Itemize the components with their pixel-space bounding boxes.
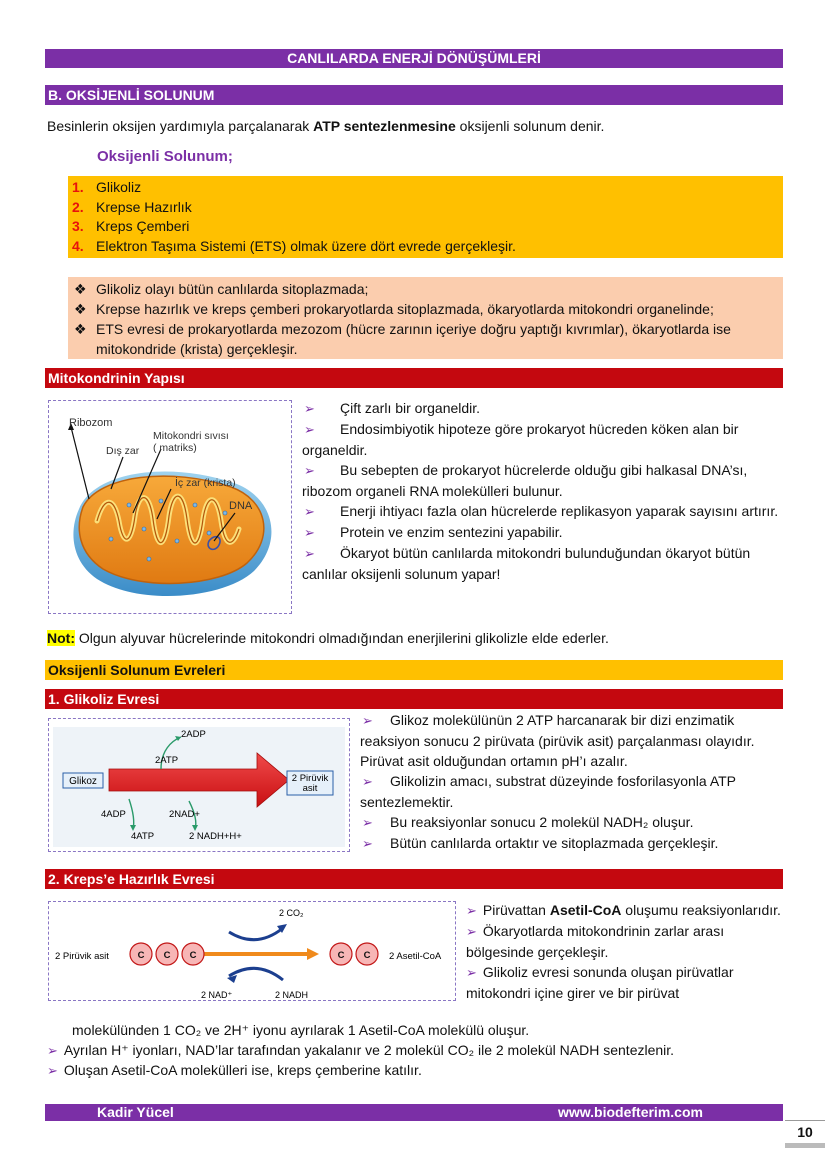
section-title-glikoliz: 1. Glikoliz Evresi: [45, 689, 783, 709]
intro-bold: ATP sentezlenmesine: [313, 118, 456, 134]
note-label: Not:: [47, 630, 75, 646]
glikoliz-illustration: [49, 719, 349, 851]
list-number: 1.: [72, 179, 84, 195]
list-text: Ökaryot bütün canlılarda mitokondri bulunduğundan ökaryot bütün canlılar oksijenli solunum yapar!: [302, 545, 751, 582]
list-text: Bu sebepten de prokaryot hücrelerde olduğu gibi halkasal DNA’sı, ribozom organeli RNA molekülleri bulunur.: [302, 462, 748, 499]
list-number: 3.: [72, 218, 84, 234]
label-2-nad: 2 NAD⁺: [201, 990, 233, 1000]
label-ic-zar: İç zar (krista): [175, 477, 236, 489]
label-2nad: 2NAD+: [169, 809, 200, 820]
label-4atp: 4ATP: [131, 831, 155, 842]
diamond-bullet-icon: ❖: [74, 301, 87, 317]
arrow-bullet-icon: ➢: [362, 713, 373, 728]
arrow-bullet-icon: ➢: [466, 965, 477, 980]
arrow-bullet-icon: ➢: [47, 1043, 58, 1058]
diamond-bullet-icon: ❖: [74, 321, 87, 337]
list-text: Elektron Taşıma Sistemi (ETS) olmak üzere dört evrede gerçekleşir.: [96, 237, 516, 254]
list-text: Krepse hazırlık ve kreps çemberi prokaryotlarda sitoplazmada, ökaryotlarda mitokondri organelinde;: [96, 301, 714, 317]
section-title-oksijenli-solunum: B. OKSİJENLİ SOLUNUM: [45, 85, 783, 105]
list-item: [302, 419, 780, 460]
list-item: [74, 279, 777, 299]
kreps-facts-side: [466, 900, 784, 1003]
list-item: [74, 299, 777, 319]
label-2adp: 2ADP: [181, 729, 206, 740]
list-item: [302, 543, 780, 584]
list-item: [72, 217, 779, 237]
intro-text-end: oksijenli solunum denir.: [455, 118, 605, 134]
carbon-atom: C: [163, 950, 171, 961]
label-4adp: 4ADP: [101, 809, 126, 820]
mitochondria-illustration: [49, 401, 291, 613]
list-text: Enerji ihtiyacı fazla olan hücrelerde replikasyon yaparak sayısını artırır.: [340, 503, 779, 519]
label-matriks-2: ( matriks): [153, 442, 197, 454]
glikoliz-diagram: [48, 718, 350, 852]
carbon-atom: C: [137, 950, 145, 961]
list-item: [47, 1060, 787, 1081]
arrow-bullet-icon: ➢: [304, 422, 315, 437]
list-item: [466, 900, 784, 921]
kreps-illustration: [49, 902, 455, 1000]
list-text: Ayrılan H⁺ iyonları, NAD’lar tarafından yakalanır ve 2 molekül CO₂ ile 2 molekül NADH sentezlenir.: [63, 1042, 675, 1058]
arrow-bullet-icon: ➢: [362, 815, 373, 830]
list-bold: Asetil-CoA: [549, 902, 622, 918]
glikoliz-facts: [360, 710, 780, 854]
list-text: Krepse Hazırlık: [96, 198, 192, 215]
section-title-mitokondri: Mitokondrinin Yapısı: [45, 368, 783, 388]
arrow-bullet-icon: ➢: [304, 525, 315, 540]
carbon-atom: C: [189, 950, 197, 961]
page-number: 10: [797, 1124, 813, 1140]
list-text: Glikoliz olayı bütün canlılarda sitoplazmada;: [96, 281, 369, 297]
list-number: 4.: [72, 237, 84, 254]
arrow-bullet-icon: ➢: [362, 774, 373, 789]
section-title-kreps-hazirlik: 2. Kreps’e Hazırlık Evresi: [45, 869, 783, 889]
list-text: Bu reaksiyonlar sonucu 2 molekül NADH₂ oluşur.: [390, 814, 694, 830]
footer-site: www.biodefterim.com: [558, 1104, 703, 1120]
mitochondria-figure: [48, 400, 292, 614]
note-paragraph: [47, 628, 787, 648]
list-text: Glikoliz: [96, 179, 142, 195]
page-number-box: [785, 1120, 825, 1148]
list-item: [72, 178, 779, 198]
list-item: [302, 522, 780, 543]
list-item: [72, 198, 779, 218]
list-item: [302, 460, 780, 501]
list-item: [466, 921, 784, 962]
label-ribozom: Ribozom: [69, 417, 113, 429]
locations-list: [68, 277, 783, 359]
arrow-bullet-icon: ➢: [304, 463, 315, 478]
list-text: Çift zarlı bir organeldir.: [340, 400, 481, 416]
list-item: [74, 319, 777, 359]
list-item: [360, 771, 780, 812]
footer-bar: [45, 1104, 783, 1121]
intro-paragraph: [47, 116, 787, 136]
subheading: Oksijenli Solunum;: [97, 148, 233, 165]
label-piruvik-2: asit: [302, 783, 318, 794]
list-text: Bütün canlılarda ortaktır ve sitoplazmada gerçekleşir.: [390, 835, 719, 851]
list-text-end: oluşumu reaksiyonlarıdır.: [621, 902, 781, 918]
list-item: [47, 1040, 787, 1061]
intro-text: Besinlerin oksijen yardımıyla parçalanarak: [47, 118, 314, 134]
list-item: [466, 962, 784, 1003]
stages-list: [68, 176, 783, 258]
list-text: Glikoliz evresi sonunda oluşan pirüvatlar mitokondri içine girer ve bir pirüvat: [466, 964, 734, 1001]
label-2-co2: 2 CO₂: [279, 908, 304, 918]
arrow-bullet-icon: ➢: [466, 903, 477, 918]
list-item: [360, 833, 780, 854]
mito-facts: [302, 398, 780, 584]
list-text: Glikolizin amacı, substrat düzeyinde fosforilasyonla ATP sentezlemektir.: [360, 773, 736, 810]
arrow-bullet-icon: ➢: [304, 401, 315, 416]
kreps-fact-continuation: molekülünden 1 CO₂ ve 2H⁺ iyonu ayrılarak 1 Asetil-CoA molekülü oluşur.: [72, 1022, 530, 1038]
label-piruvik: 2 Pirüvik: [291, 773, 329, 784]
label-2nadh: 2 NADH+H+: [189, 831, 242, 842]
list-text: Pirüvattan: [482, 902, 550, 918]
label-glikoz: Glikoz: [69, 776, 97, 787]
arrow-bullet-icon: ➢: [304, 504, 315, 519]
label-dna: DNA: [229, 500, 253, 512]
list-item: [360, 710, 780, 771]
list-text: Protein ve enzim sentezini yapabilir.: [340, 524, 563, 540]
arrow-bullet-icon: ➢: [466, 924, 477, 939]
list-text: Glikoz molekülünün 2 ATP harcanarak bir dizi enzimatik reaksiyon sonucu 2 pirüvata (pirüvik asit) parçalanması olayıdır. Pirüvat asit olduğundan ortamın pH’ı azalır.: [360, 712, 755, 769]
arrow-bullet-icon: ➢: [47, 1063, 58, 1078]
arrow-bullet-icon: ➢: [362, 836, 373, 851]
kreps-diagram: [48, 901, 456, 1001]
list-number: 2.: [72, 198, 84, 215]
label-matriks: Mitokondri sıvısı: [153, 430, 229, 442]
list-item: [72, 237, 779, 257]
label-asetil-coa: 2 Asetil-CoA: [389, 951, 442, 962]
list-text: ETS evresi de prokaryotlarda mezozom (hücre zarının içeriye doğru yaptığı kıvrımlar), ökaryotlarda ise mitokondride (krista) gerçekleşir.: [96, 321, 731, 357]
carbon-atom: C: [363, 950, 371, 961]
section-title-evreler: Oksijenli Solunum Evreleri: [45, 660, 783, 680]
list-text: Kreps Çemberi: [96, 218, 190, 234]
diamond-bullet-icon: ❖: [74, 281, 87, 297]
list-item: [302, 398, 780, 419]
arrow-bullet-icon: ➢: [304, 546, 315, 561]
carbon-atom: C: [337, 950, 345, 961]
list-item: [360, 812, 780, 833]
label-2-nadh: 2 NADH: [275, 990, 309, 1000]
list-text: Oluşan Asetil-CoA molekülleri ise, kreps çemberine katılır.: [63, 1062, 422, 1078]
note-text: Olgun alyuvar hücrelerinde mitokondri olmadığından enerjilerini glikolizle elde ederler.: [75, 630, 609, 646]
label-dis-zar: Dış zar: [106, 445, 140, 457]
list-item: [302, 501, 780, 522]
label-2-piruvik: 2 Pirüvik asit: [55, 951, 109, 962]
list-text: Ökaryotlarda mitokondrinin zarlar arası bölgesinde gerçekleşir.: [466, 923, 725, 960]
label-2atp: 2ATP: [155, 755, 179, 766]
list-text: Endosimbiyotik hipoteze göre prokaryot hücreden köken alan bir organeldir.: [302, 421, 739, 458]
footer-author: Kadir Yücel: [97, 1104, 174, 1120]
page-header-title: CANLILARDA ENERJİ DÖNÜŞÜMLERİ: [45, 49, 783, 68]
